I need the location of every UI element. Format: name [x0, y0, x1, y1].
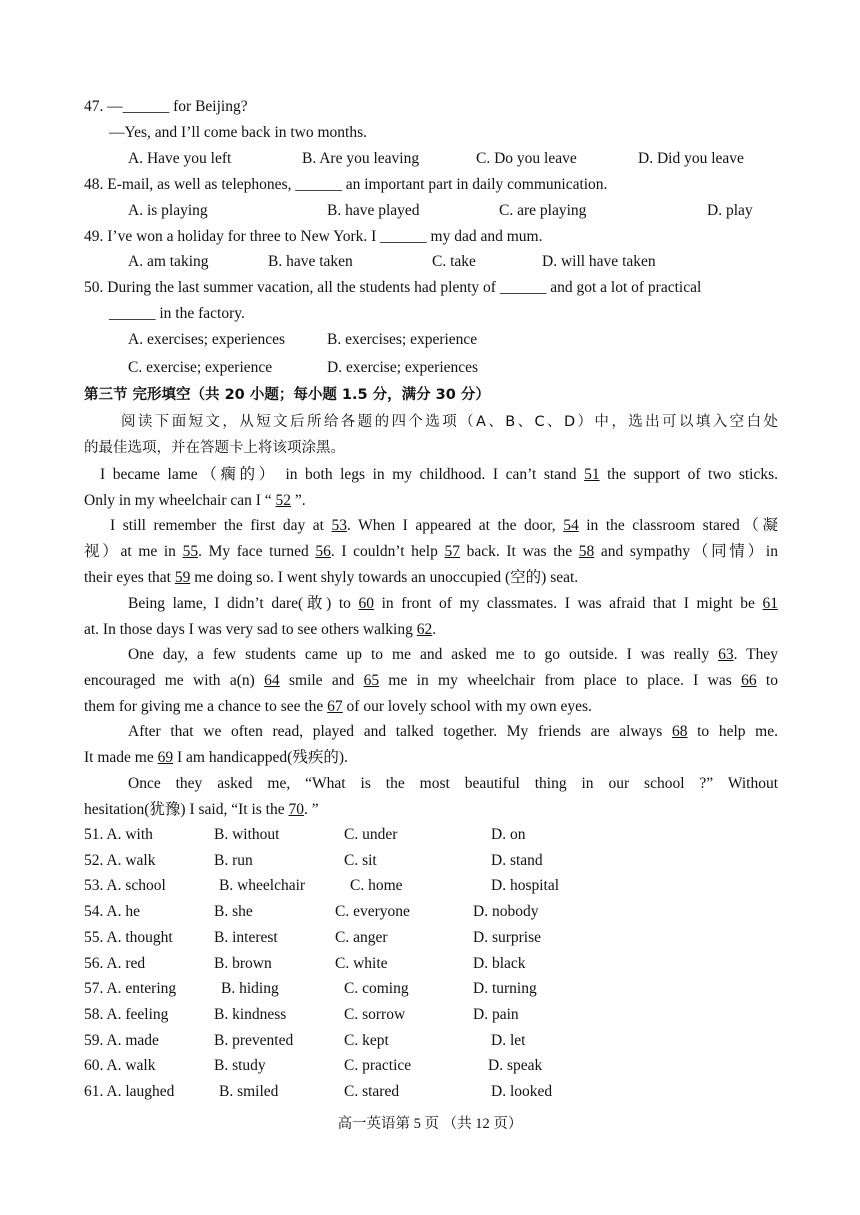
q49-stem: 49. I’ve won a holiday for three to New York. I ______ my dad and mum. [84, 228, 543, 245]
cloze-q56-option-c: C. white [335, 954, 388, 972]
cloze-q52-option-b: B. run [214, 851, 253, 869]
q47-reply: —Yes, and I’ll come back in two months. [109, 124, 368, 141]
cloze-q52-option-a: 52. A. walk [84, 851, 156, 869]
q50-stem-line1: 50. During the last summer vacation, all the students had plenty of ______ and got a lot of practical [84, 279, 702, 296]
cloze-q57-option-d: D. turning [473, 980, 537, 998]
cloze-q54-option-c: C. everyone [335, 903, 410, 921]
cloze-q59-option-b: B. prevented [214, 1031, 294, 1049]
blank-66: 66 [741, 672, 757, 689]
q50-stem-line2: ______ in the factory. [109, 305, 245, 322]
cloze-q60-option-c: C. practice [344, 1057, 412, 1075]
cloze-q51-option-b: B. without [214, 826, 280, 843]
passage-line: I became lame（瘸的） in both legs in my childhood. I can’t stand 51 the support of two sticks. [100, 466, 779, 483]
q50-option-a: A. exercises; experiences [128, 331, 286, 348]
passage-line: them for giving me a chance to see the 67 of our lovely school with my own eyes. [84, 698, 592, 715]
passage-line: Once they asked me, “What is the most beautiful thing in our school ?” Without [128, 775, 778, 792]
blank-61: 61 [762, 595, 778, 612]
passage-line: at. In those days I was very sad to see others walking 62. [84, 621, 437, 638]
cloze-q60-option-a: 60. A. walk [84, 1057, 156, 1075]
section-instruction-line1: 阅读下面短文，从短文后所给各题的四个选项（A、B、C、D）中，选出可以填入空白处 [121, 414, 778, 430]
q50-option-b: B. exercises; experience [327, 331, 478, 348]
q48-option-a: A. is playing [128, 202, 208, 219]
cloze-q52-option-c: C. sit [344, 851, 377, 869]
q50-option-d: D. exercise; experiences [327, 359, 479, 376]
blank-65: 65 [363, 672, 380, 689]
q48-option-c: C. are playing [499, 202, 587, 219]
cloze-q53-option-c: C. home [350, 877, 403, 895]
blank-57: 57 [444, 543, 460, 560]
blank-64: 64 [264, 672, 280, 689]
passage-line: encouraged me with a(n) 64 smile and 65 me in my wheelchair from place to place. I was 66 to [84, 672, 778, 689]
section-instruction-line2: 的最佳选项，并在答题卡上将该项涂黑。 [84, 440, 345, 456]
blank-55: 55 [182, 543, 199, 560]
cloze-q61-option-a: 61. A. laughed [84, 1083, 175, 1100]
cloze-q53-option-a: 53. A. school [84, 877, 166, 895]
cloze-q59-option-c: C. kept [344, 1031, 389, 1049]
passage-line: Only in my wheelchair can I “ 52 ”. [84, 492, 306, 509]
q49-option-a: A. am taking [128, 253, 209, 270]
cloze-q61-option-b: B. smiled [219, 1083, 279, 1100]
cloze-q53-option-d: D. hospital [491, 877, 560, 895]
cloze-q51-option-d: D. on [491, 826, 526, 843]
cloze-q56-option-b: B. brown [214, 954, 272, 972]
cloze-q56-option-d: D. black [473, 954, 526, 972]
cloze-q59-option-d: D. let [491, 1031, 526, 1049]
page-footer: 高一英语第 5 页 （共 12 页） [337, 1116, 523, 1132]
cloze-q51-option-c: C. under [344, 826, 398, 843]
passage-line: One day, a few students came up to me and asked me to go outside. I was really 63. They [128, 646, 778, 663]
q50-option-c: C. exercise; experience [128, 359, 273, 376]
cloze-q53-option-b: B. wheelchair [219, 877, 306, 895]
blank-68: 68 [671, 723, 688, 740]
passage-line: hesitation(犹豫) I said, “It is the 70. ” [84, 801, 319, 818]
blank-69: 69 [157, 749, 174, 766]
cloze-q58-option-a: 58. A. feeling [84, 1005, 169, 1023]
cloze-q51-option-a: 51. A. with [84, 826, 153, 843]
cloze-q55-option-c: C. anger [335, 928, 388, 946]
q49-option-b: B. have taken [268, 253, 353, 270]
blank-60: 60 [358, 595, 375, 612]
q49-option-d: D. will have taken [542, 253, 656, 270]
cloze-q61-option-c: C. stared [344, 1083, 400, 1100]
cloze-q57-option-c: C. coming [344, 980, 409, 998]
cloze-q55-option-a: 55. A. thought [84, 928, 173, 946]
blank-59: 59 [174, 569, 191, 586]
q48-stem: 48. E-mail, as well as telephones, ______ an important part in daily communication. [84, 176, 608, 193]
cloze-q56-option-a: 56. A. red [84, 954, 146, 972]
q47-stem: 47. —______ for Beijing? [84, 98, 248, 115]
cloze-q60-option-d: D. speak [488, 1057, 543, 1075]
passage-line: It made me 69 I am handicapped(残疾的). [84, 749, 348, 766]
q48-option-d: D. play [707, 202, 753, 219]
blank-56: 56 [315, 543, 331, 560]
cloze-q55-option-d: D. surprise [473, 928, 542, 946]
cloze-q55-option-b: B. interest [214, 928, 278, 946]
cloze-q54-option-b: B. she [214, 903, 253, 921]
blank-51: 51 [584, 466, 600, 483]
blank-58: 58 [578, 543, 595, 560]
cloze-q52-option-d: D. stand [491, 851, 543, 869]
q49-option-c: C. take [432, 253, 476, 270]
blank-62: 62 [416, 621, 433, 638]
cloze-q58-option-c: C. sorrow [344, 1005, 406, 1023]
cloze-q57-option-a: 57. A. entering [84, 980, 177, 998]
passage-line: After that we often read, played and talked together. My friends are always 68 to help me. [128, 723, 778, 740]
q47-option-b: B. Are you leaving [302, 150, 420, 167]
blank-70: 70 [288, 801, 304, 818]
q47-option-d: D. Did you leave [638, 150, 744, 167]
passage-line: I still remember the first day at 53. When I appeared at the door, 54 in the classroom stared（凝 [110, 517, 779, 534]
passage-line: their eyes that 59 me doing so. I went shyly towards an unoccupied (空的) seat. [84, 569, 579, 586]
passage-line: 视）at me in 55. My face turned 56. I couldn’t help 57 back. It was the 58 and sympathy（同情）in [84, 543, 778, 560]
cloze-q58-option-d: D. pain [473, 1005, 519, 1023]
cloze-q58-option-b: B. kindness [214, 1005, 287, 1023]
blank-52: 52 [275, 492, 292, 509]
blank-53: 53 [331, 517, 347, 534]
q47-option-a: A. Have you left [128, 150, 232, 167]
cloze-q57-option-b: B. hiding [221, 980, 279, 998]
cloze-q59-option-a: 59. A. made [84, 1031, 159, 1049]
cloze-q61-option-d: D. looked [491, 1083, 553, 1100]
cloze-q54-option-a: 54. A. he [84, 903, 140, 921]
blank-67: 67 [327, 698, 343, 715]
cloze-q60-option-b: B. study [214, 1057, 266, 1075]
q48-option-b: B. have played [327, 202, 420, 219]
passage-line: Being lame, I didn’t dare(敢) to 60 in front of my classmates. I was afraid that I might be 61 [128, 595, 778, 612]
section-title: 第三节 完形填空（共 20 小题；每小题 1.5 分，满分 30 分） [84, 387, 490, 403]
cloze-q54-option-d: D. nobody [473, 903, 539, 921]
blank-54: 54 [563, 517, 579, 534]
q47-option-c: C. Do you leave [476, 150, 577, 167]
blank-63: 63 [718, 646, 734, 663]
